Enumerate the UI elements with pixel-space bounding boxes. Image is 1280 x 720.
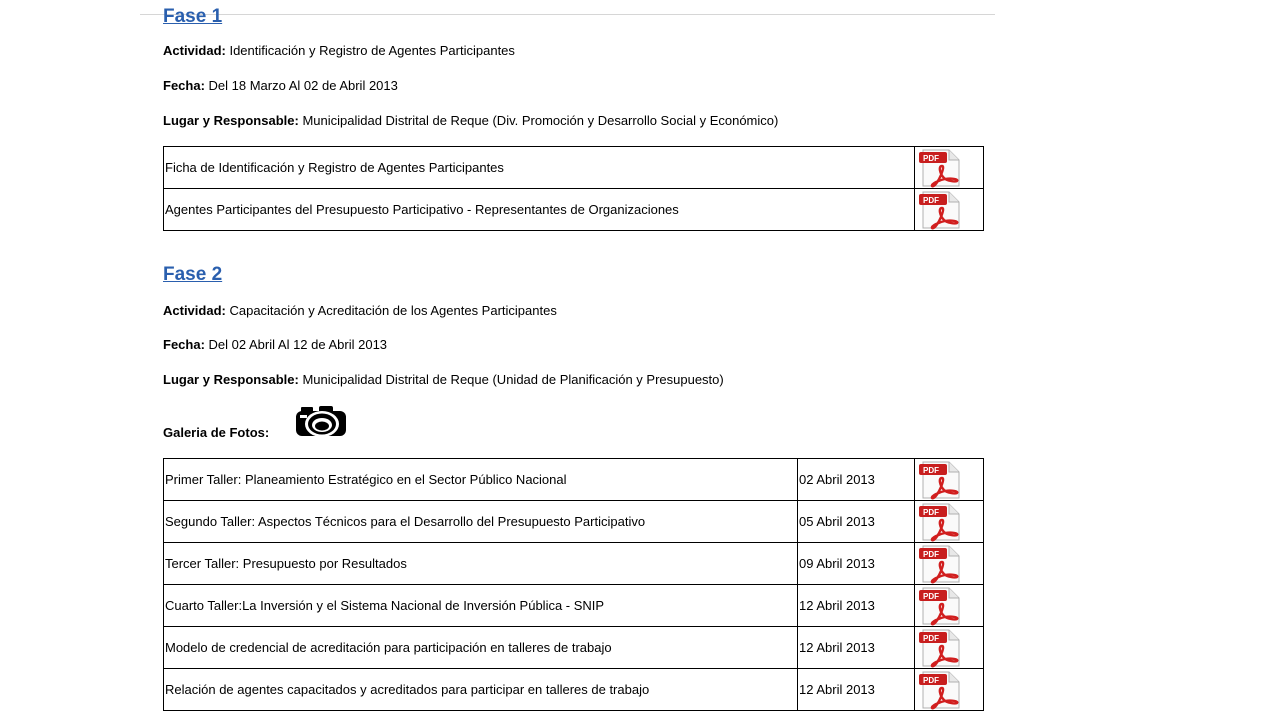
table-row xyxy=(164,189,984,231)
phase-1-date xyxy=(163,78,398,94)
table-row xyxy=(164,627,984,669)
date-value: Del 02 Abril Al 12 de Abril 2013 xyxy=(208,337,388,352)
table-row xyxy=(164,501,984,543)
document-title: Segundo Taller: Aspectos Técnicos para el Desarrollo del Presupuesto Participativo xyxy=(164,501,798,543)
document-title: Modelo de credencial de acreditación para participación en talleres de trabajo xyxy=(164,627,798,669)
gallery-label: Galeria de Fotos: xyxy=(163,425,270,440)
activity-label: Actividad: xyxy=(163,303,226,318)
document-title: Ficha de Identificación y Registro de Agentes Participantes xyxy=(164,147,915,189)
phase-2-title[interactable]: Fase 2 xyxy=(163,264,223,285)
phase-2-date xyxy=(163,337,387,353)
document-date: 12 Abril 2013 xyxy=(798,585,915,627)
phase-2-place xyxy=(163,372,724,388)
pdf-icon[interactable] xyxy=(917,628,963,668)
document-date: 09 Abril 2013 xyxy=(798,543,915,585)
table-row xyxy=(164,543,984,585)
activity-label: Actividad: xyxy=(163,43,226,58)
activity-value: Identificación y Registro de Agentes Participantes xyxy=(229,43,515,58)
phase-1-place xyxy=(163,113,778,129)
place-value: Municipalidad Distrital de Reque (Div. Promoción y Desarrollo Social y Económico) xyxy=(302,113,779,128)
download-cell xyxy=(915,189,984,231)
pdf-icon[interactable] xyxy=(917,148,963,188)
document-title: Tercer Taller: Presupuesto por Resultados xyxy=(164,543,798,585)
download-cell xyxy=(915,147,984,189)
top-divider xyxy=(140,14,995,15)
download-cell xyxy=(915,459,984,501)
download-cell xyxy=(915,669,984,711)
document-date: 05 Abril 2013 xyxy=(798,501,915,543)
camera-icon[interactable] xyxy=(295,404,349,440)
download-cell xyxy=(915,501,984,543)
phase-2-documents-table xyxy=(163,458,984,711)
pdf-icon[interactable] xyxy=(917,670,963,710)
document-title: Primer Taller: Planeamiento Estratégico en el Sector Público Nacional xyxy=(164,459,798,501)
pdf-icon[interactable] xyxy=(917,190,963,230)
download-cell xyxy=(915,585,984,627)
pdf-icon[interactable] xyxy=(917,460,963,500)
document-date: 02 Abril 2013 xyxy=(798,459,915,501)
place-label: Lugar y Responsable: xyxy=(163,113,299,128)
document-title: Cuarto Taller:La Inversión y el Sistema Nacional de Inversión Pública - SNIP xyxy=(164,585,798,627)
table-row xyxy=(164,459,984,501)
phase-1-title[interactable]: Fase 1 xyxy=(163,6,223,27)
document-title: Agentes Participantes del Presupuesto Participativo - Representantes de Organizaciones xyxy=(164,189,915,231)
table-row xyxy=(164,669,984,711)
phase-1-documents-table xyxy=(163,146,984,231)
phase-1-activity xyxy=(163,43,515,59)
document-title: Relación de agentes capacitados y acreditados para participar en talleres de trabajo xyxy=(164,669,798,711)
pdf-icon[interactable] xyxy=(917,544,963,584)
download-cell xyxy=(915,543,984,585)
download-cell xyxy=(915,627,984,669)
place-label: Lugar y Responsable: xyxy=(163,372,299,387)
phase-2-activity xyxy=(163,303,557,319)
table-row xyxy=(164,585,984,627)
date-label: Fecha: xyxy=(163,78,205,93)
date-value: Del 18 Marzo Al 02 de Abril 2013 xyxy=(208,78,398,93)
table-row xyxy=(164,147,984,189)
document-date: 12 Abril 2013 xyxy=(798,627,915,669)
activity-value: Capacitación y Acreditación de los Agentes Participantes xyxy=(229,303,557,318)
pdf-icon[interactable] xyxy=(917,502,963,542)
place-value: Municipalidad Distrital de Reque (Unidad de Planificación y Presupuesto) xyxy=(302,372,724,387)
pdf-icon[interactable] xyxy=(917,586,963,626)
document-date: 12 Abril 2013 xyxy=(798,669,915,711)
date-label: Fecha: xyxy=(163,337,205,352)
